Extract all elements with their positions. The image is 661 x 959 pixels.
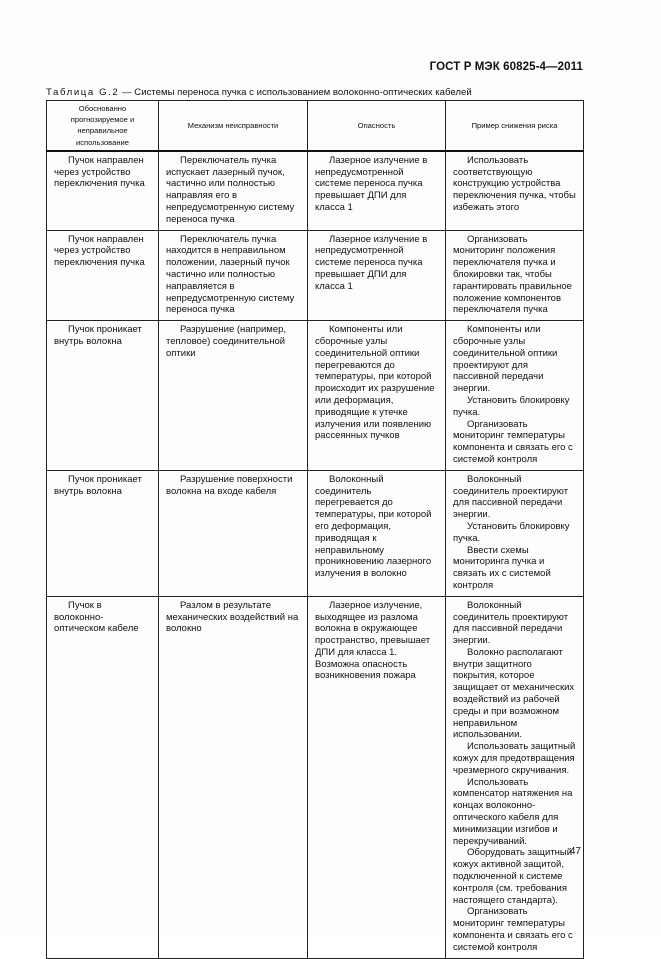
table-row	[47, 151, 584, 230]
cell-use	[47, 230, 159, 321]
page-number: 47	[569, 846, 581, 857]
cell-mitigation	[446, 596, 584, 958]
hazard-paragraph: Лазерное излучение в непредусмотренной системе переноса пучка превышает ДПИ для класса 1	[315, 233, 428, 292]
cell-mechanism	[159, 151, 308, 230]
mitigation-paragraph: Организовать мониторинг положения переключателя пучка и блокировки так, чтобы гарантировать правильное положение компонентов переключателя пучка	[453, 233, 572, 316]
cell-hazard	[308, 596, 446, 958]
mechanism-paragraph: Разрушение (например, тепловое) соединительной оптики	[166, 324, 287, 359]
cell-mitigation	[446, 470, 584, 596]
use-paragraph: Пучок в волоконно-оптическом кабеле	[54, 599, 139, 635]
table-row	[47, 230, 584, 321]
table-caption-title: — Системы переноса пучка с использованием волоконно-оптических кабелей	[119, 87, 472, 98]
mitigation-paragraph: Установить блокировку пучка.	[453, 520, 570, 544]
column-header-mitigation: Пример снижения риска	[446, 101, 584, 151]
cell-mechanism	[159, 230, 308, 321]
column-header-hazard: Опасность	[308, 101, 446, 151]
cell-use	[47, 151, 159, 230]
mitigation-paragraph: Использовать соответствующую конструкцию устройства переключения пучка, чтобы избежать этого	[453, 154, 576, 213]
hazard-paragraph: Лазерное излучение, выходящее из разлома волокна в окружающее пространство, превышает ДПИ для класса 1. Возможна опасность возникновения пожара	[315, 599, 431, 682]
column-header-use: Обоснованно прогнозируемое и неправильное использование	[47, 101, 159, 151]
cell-mitigation	[446, 321, 584, 471]
mitigation-paragraph: Использовать компенсатор натяжения на концах волоконно-оптического кабеля для минимизации изгибов и перекручиваний.	[453, 776, 573, 847]
table-header-row	[47, 101, 584, 151]
use-paragraph: Пучок направлен через устройство переключения пучка	[54, 154, 145, 190]
table-caption	[46, 87, 472, 98]
cell-hazard	[308, 321, 446, 471]
cell-hazard	[308, 151, 446, 230]
table-row	[47, 470, 584, 596]
hazard-paragraph: Волоконный соединитель перегревается до температуры, при которой его деформация, приводящая к неправильному проникновению лазерного излучения в волокно	[315, 473, 432, 580]
cell-hazard	[308, 230, 446, 321]
cell-hazard	[308, 470, 446, 596]
column-header-mechanism: Механизм неисправности	[159, 101, 308, 151]
mechanism-paragraph: Разрушение поверхности волокна на входе кабеля	[166, 473, 293, 497]
mitigation-paragraph: Организовать мониторинг температуры компонента и связать его с системой контроля	[453, 906, 573, 953]
table-body	[47, 151, 584, 958]
cell-mitigation	[446, 230, 584, 321]
cell-use	[47, 470, 159, 596]
hazard-paragraph: Компоненты или сборочные узлы соединительной оптики перегреваются до температуры, при которой происходит их разрушение или деформация, приводящие к утечке излучения или появлению рассеянных пучков	[315, 324, 435, 442]
use-paragraph: Пучок проникает внутрь волокна	[54, 473, 142, 497]
cell-mechanism	[159, 470, 308, 596]
cell-mechanism	[159, 596, 308, 958]
mechanism-paragraph: Разлом в результате механических воздействий на волокно	[166, 599, 299, 635]
cell-mitigation	[446, 151, 584, 230]
mitigation-paragraph: Организовать мониторинг температуры компонента и связать его с системой контроля	[453, 418, 573, 465]
risk-table	[46, 100, 584, 959]
mechanism-paragraph: Переключатель пучка испускает лазерный пучок, частично или полностью направляя его в непредусмотренную систему переноса пучка	[166, 154, 295, 225]
mitigation-paragraph: Волоконный соединитель проектируют для пассивной передачи энергии.	[453, 473, 569, 521]
cell-use	[47, 596, 159, 958]
mitigation-paragraph: Оборудовать защитный кожух активной защитой, подключенной к системе контроля (см. требования настоящего стандарта).	[453, 847, 573, 906]
mitigation-paragraph: Волоконный соединитель проектируют для пассивной передачи энергии.	[453, 599, 569, 647]
table-caption-label: Таблица G.2	[46, 87, 120, 98]
cell-mechanism	[159, 321, 308, 471]
use-paragraph: Пучок направлен через устройство переключения пучка	[54, 233, 145, 269]
use-paragraph: Пучок проникает внутрь волокна	[54, 324, 142, 347]
standard-designation: ГОСТ Р МЭК 60825-4—2011	[429, 61, 583, 73]
table-row	[47, 321, 584, 471]
mechanism-paragraph: Переключатель пучка находится в неправильном положении, лазерный пучок частично или полностью направляется в непредусмотренную систему переноса пучка	[166, 233, 295, 316]
mitigation-paragraph: Компоненты или сборочные узлы соединительной оптики проектируют для пассивной передачи энергии.	[453, 324, 558, 395]
table-row	[47, 596, 584, 958]
mitigation-paragraph: Волокно располагают внутри защитного покрытия, которое защищает от механических воздействий из рабочей среды и при возможном неправильном использовании.	[453, 646, 575, 741]
mitigation-paragraph: Использовать защитный кожух для предотвращения чрезмерного скручивания.	[453, 741, 576, 776]
mitigation-paragraph: Ввести схемы мониторинга пучка и связать их с системой контроля	[453, 544, 551, 591]
cell-use	[47, 321, 159, 471]
mitigation-paragraph: Установить блокировку пучка.	[453, 394, 570, 418]
hazard-paragraph: Лазерное излучение в непредусмотренной системе переноса пучка превышает ДПИ для класса 1	[315, 154, 428, 213]
